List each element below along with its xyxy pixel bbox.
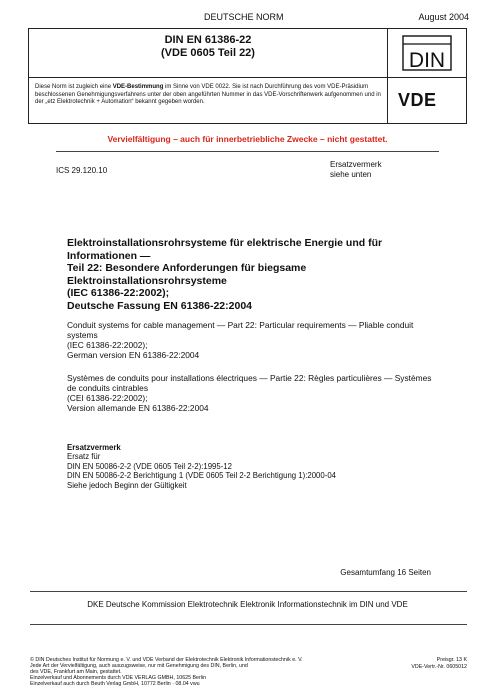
din-logo-icon bbox=[402, 35, 452, 71]
top-box bbox=[28, 28, 467, 124]
vde-number: (VDE 0605 Teil 22) bbox=[161, 47, 255, 59]
standard-number: DIN EN 61386-22 bbox=[164, 34, 252, 46]
din-logo-text: DIN bbox=[408, 49, 446, 71]
dke-line: DKE Deutsche Kommission Elektrotechnik Elektronik Informationstechnik im DIN und VDE bbox=[87, 600, 408, 609]
header-right: August 2004 bbox=[418, 12, 469, 22]
price-group: Preisgr. 13 K VDE-Vertr.-Nr. 0605012 bbox=[411, 657, 467, 670]
ersatz-body: Ersatz für DIN EN 50086-2-2 (VDE 0605 Teil 2-2):1995-12 DIN EN 50086-2-2 Berichtigung 1 (VDE 0605 Teil 2-2 Berichtigung 1):2000-04 Siehe jedoch Beginn der Gültigkeit bbox=[67, 452, 337, 490]
divider bbox=[387, 29, 388, 123]
divider bbox=[30, 624, 467, 625]
header-left: DEUTSCHE NORM bbox=[204, 12, 284, 22]
ersatz-block bbox=[67, 443, 437, 490]
ersatz-heading: Ersatzvermerk bbox=[67, 443, 121, 452]
vde-note: Diese Norm ist zugleich eine VDE-Bestimmung im Sinne von VDE 0022. Sie ist nach Durchführung des vom VDE-Präsidium beschlossenen Genehmigungsverfahrens unter der oben angeführten Nummer in das VDE-Vorschriftenwerk aufgenommen und in der „etz Elektrotechnik + Automation“ bekannt gegeben worden. bbox=[35, 84, 381, 106]
title-german: Elektroinstallationsrohrsysteme für elektrische Energie und für Informationen — Teil 22: Besondere Anforderungen für biegsame Elektroinstallationsrohrsysteme (IEC 61386-22:2002); Deutsche Fassung EN 61386-22:2004 bbox=[67, 237, 383, 312]
ersatz-note-top: Ersatzvermerk siehe unten bbox=[330, 160, 382, 179]
vde-logo-icon: VDE bbox=[398, 90, 437, 110]
copy-warning: Vervielfältigung – auch für innerbetriebliche Zwecke – nicht gestattet. bbox=[107, 134, 388, 144]
standard-title bbox=[29, 34, 387, 60]
divider bbox=[56, 151, 439, 152]
title-english: Conduit systems for cable management — Part 22: Particular requirements — Pliable conduit systems (IEC 61386-22:2002); German version EN 61386-22:2004 bbox=[67, 320, 414, 360]
page-count: Gesamtumfang 16 Seiten bbox=[340, 568, 431, 577]
ics-code: ICS 29.120.10 bbox=[56, 166, 108, 175]
title-row bbox=[29, 29, 466, 78]
title-french: Systèmes de conduits pour installations électriques — Partie 22: Règles particulières — Systèmes de conduits cintrables (CEI 61386-22:2002); Version allemande EN 61386-22:2004 bbox=[67, 373, 432, 413]
divider bbox=[30, 591, 467, 592]
copyright-footer: © DIN Deutsches Institut für Normung e. V. und VDE Verband der Elektrotechnik Elektronik Informationstechnik e. V. Jede Art der Vervielfältigung, auch auszugsweise, nur mit Genehmigung des DIN, Berlin, und des VDE, Frankfurt am Main, gestattet. Einzelverkauf und Abonnements durch VDE VERLAG GMBH, 10625 Berlin Einzelverkauf auch durch Beuth Verlag GmbH, 10772 Berlin · 08.04 vwu bbox=[30, 657, 303, 688]
